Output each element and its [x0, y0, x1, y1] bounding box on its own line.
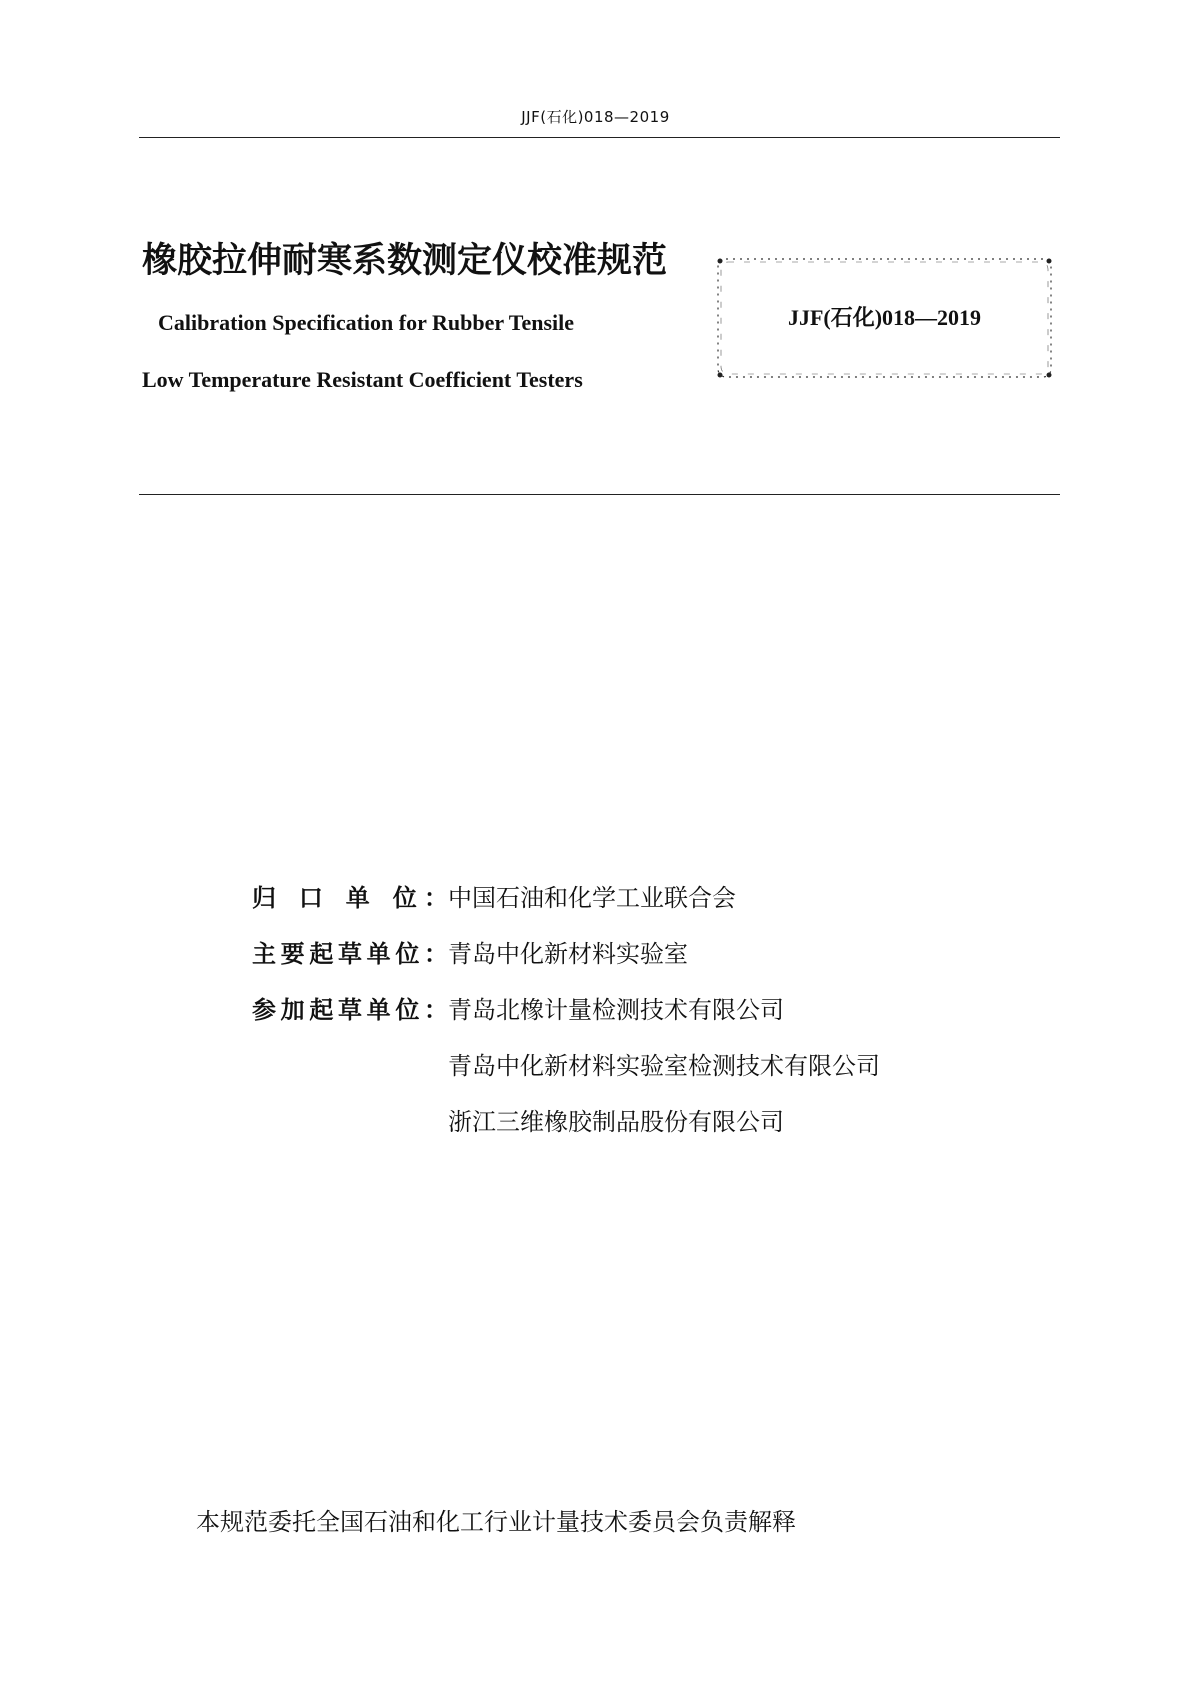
interpretation-note: 本规范委托全国石油和化工行业计量技术委员会负责解释	[196, 1508, 796, 1536]
org-value-participating-3: 浙江三维橡胶制品股份有限公司	[448, 1108, 784, 1136]
org-row-participating	[252, 990, 784, 1025]
org-value-participating-2: 青岛中化新材料实验室检测技术有限公司	[448, 1052, 880, 1080]
title-english-line1: Calibration Specification for Rubber Tensile	[158, 310, 575, 335]
org-label-centralized: 归 口 单 位：	[252, 884, 448, 912]
org-value-main-drafting: 青岛中化新材料实验室	[448, 940, 688, 968]
org-row-main-drafting	[252, 934, 688, 969]
org-label-main-drafting: 主要起草单位：	[252, 940, 448, 968]
title-english-line2: Low Temperature Resistant Coefficient Testers	[142, 367, 583, 392]
title-divider	[139, 494, 1060, 495]
org-value-participating-1: 青岛北橡计量检测技术有限公司	[448, 996, 784, 1024]
header-divider	[139, 137, 1060, 138]
standard-code-box	[714, 255, 1055, 381]
org-row-centralized	[252, 878, 736, 913]
running-header-code: JJF(石化)018—2019	[521, 108, 670, 126]
org-value-centralized: 中国石油和化学工业联合会	[448, 884, 736, 912]
title-chinese: 橡胶拉伸耐寒系数测定仪校准规范	[142, 241, 668, 281]
org-label-participating: 参加起草单位：	[252, 996, 448, 1024]
standard-code-text: JJF(石化)018—2019	[787, 305, 982, 330]
